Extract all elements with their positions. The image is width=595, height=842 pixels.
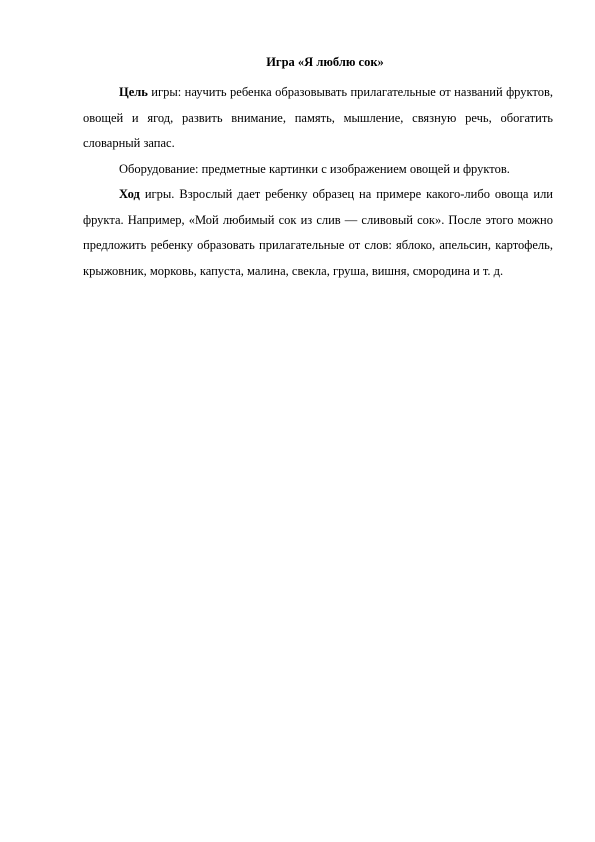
- paragraph-equipment: [83, 157, 553, 183]
- paragraph-procedure: [83, 182, 553, 284]
- paragraph-procedure-lead: Ход: [119, 187, 140, 201]
- paragraph-goal-lead: Цель: [119, 85, 148, 99]
- paragraph-procedure-text: игры. Взрослый дает ребенку образец на примере какого-либо овоща или фрукта. Например, «Мой любимый сок из слив — сливовый сок». После этого можно предложить ребенку образовать прилагательные от слов: яблоко, апельсин, картофель, крыжовник, морковь, капуста, малина, свекла, груша, вишня, смородина и т. д.: [83, 187, 553, 278]
- document-page: [83, 54, 553, 284]
- paragraph-goal-text: игры: научить ребенка образовывать прилагательные от названий фруктов, овощей и ягод, развить внимание, память, мышление, связную речь, обогатить словарный запас.: [83, 85, 553, 150]
- paragraph-goal: [83, 80, 553, 157]
- document-title: Игра «Я люблю сок»: [266, 55, 384, 69]
- paragraph-equipment-text: Оборудование: предметные картинки с изображением овощей и фруктов.: [119, 161, 510, 176]
